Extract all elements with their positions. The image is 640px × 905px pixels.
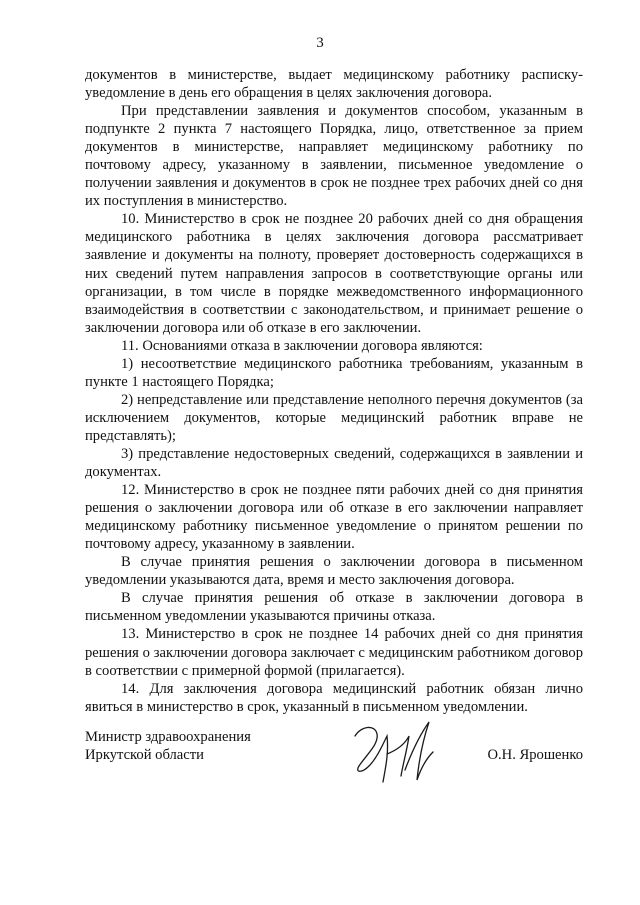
paragraph-clause-11-item-3: 3) представление недостоверных сведений, содержащихся в заявлении и документах. [85,445,583,481]
paragraph-clause-12-accept: В случае принятия решения о заключении договора в письменном уведомлении указываются дата, время и место заключения договора. [85,554,583,589]
paragraph-clause-11: 11. Основаниями отказа в заключении договора являются: [121,337,483,354]
document-body [85,66,583,716]
paragraph-clause-13: 13. Министерство в срок не позднее 14 рабочих дней со дня принятия решения о заключении договора заключает с медицинским работником договор в соответствии с примерной формой (прилагается). [85,626,583,679]
paragraph-clause-12-refuse: В случае принятия решения об отказе в заключении договора в письменном уведомлении указываются причины отказа. [85,590,583,625]
paragraph-clause-10: 10. Министерство в срок не позднее 20 рабочих дней со дня обращения медицинского работника в целях заключения договора рассматривает заявление и документы на полноту, проверяет достоверность содержащихся в них сведений путем направления запросов в соответствующие органы или организации, в том числе в порядке межведомственного информационного взаимодействия в соответствии с законодательством, и принимает решение о заключении договора или об отказе в его заключении. [85,211,583,336]
signature-block [85,728,583,788]
signatory-title-line-1: Министр здравоохранения [85,729,251,745]
paragraph-clause-11-item-2: 2) непредставление или представление неполного перечня документов (за исключением документов, которые медицинский работник вправе не представлять); [85,391,583,444]
signatory-title [85,728,251,764]
page-number: 3 [316,35,324,51]
paragraph-clause-14: 14. Для заключения договора медицинский работник обязан лично явиться в министерство в срок, указанный в письменном уведомлении. [85,680,583,715]
paragraph-continuation: документов в министерстве, выдает медицинскому работнику расписку-уведомление в день его обращения в целях заключения договора. [85,67,583,102]
paragraph-clause-12: 12. Министерство в срок не позднее пяти рабочих дней со дня принятия решения о заключении договора или об отказе в его заключении направляет медицинскому работнику письменное уведомление о принятом решении по почтовому адресу, указанному в заявлении. [85,482,583,553]
paragraph-clause-11-item-1: 1) несоответствие медицинского работника требованиям, указанным в пункте 1 настоящего Порядка; [85,355,583,390]
signatory-title-line-2: Иркутской области [85,747,204,763]
signatory-name: О.Н. Ярошенко [487,747,583,763]
paragraph-mail-notice: При представлении заявления и документов способом, указанным в подпункте 2 пункта 7 настоящего Порядка, лицо, ответственное за прием документов в министерстве, направляет медицинскому работнику по почтовому адресу, указанному в заявлении, письменное уведомление о получении заявления и документов в срок не позднее трех рабочих дней со дня их поступления в министерство. [85,103,583,210]
handwritten-signature-icon [347,714,439,790]
